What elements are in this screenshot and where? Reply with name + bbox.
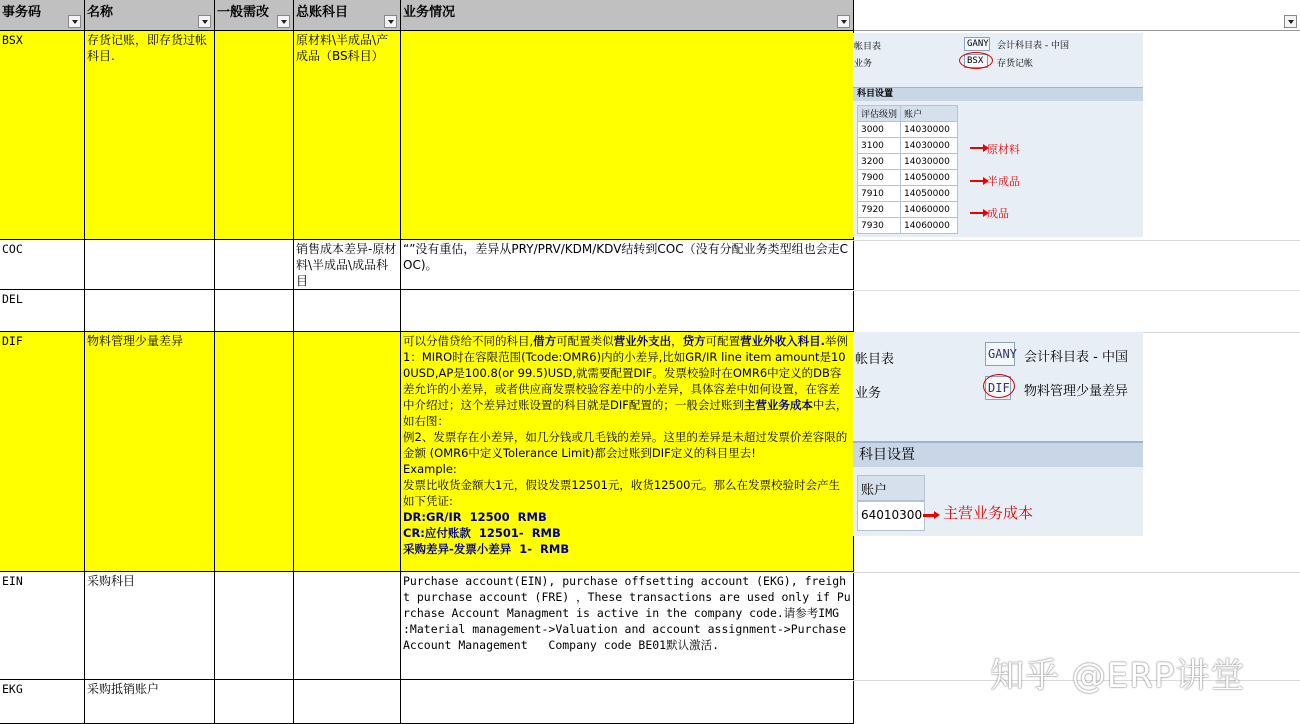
sap-screenshot-dif [853, 332, 1143, 536]
filter-dropdown-icon[interactable] [198, 15, 211, 28]
annotation-finished: 成品 [987, 207, 1009, 220]
cell-code[interactable]: EKG [0, 680, 85, 724]
desc-text: Example: [403, 462, 457, 476]
cell-name[interactable]: 采购科目 [85, 572, 215, 680]
grid-row: 7920 14060000 [858, 202, 958, 218]
grid-row: 7900 14050000 [858, 170, 958, 186]
cell-name[interactable]: 采购抵销账户 [85, 680, 215, 724]
cell-gl[interactable]: 销售成本差异-原材料\半成品\成品科目 [294, 240, 401, 290]
account-settings-section: 科目设置 [853, 441, 1143, 467]
cell-desc[interactable]: Purchase account(EIN), purchase offsetting account (EKG), freight purchase account (FRE) ，These transactions are used only if Purchase Account Managment is active in the company code.请参考IMG :Material management->Valuation and account assignment->Purchase Account Management Company code BE01默认激活. [401, 572, 854, 680]
cell-change[interactable] [215, 290, 294, 332]
transaction-field: DIF [985, 376, 1011, 400]
cell-desc[interactable] [401, 31, 854, 240]
filter-dropdown-icon[interactable] [1284, 15, 1297, 28]
desc-debit-line: DR:GR/IR 12500 RMB [403, 510, 547, 524]
header-change-label: 一般需改 [217, 5, 270, 20]
cell-desc[interactable] [401, 332, 854, 572]
header-code [0, 0, 85, 31]
grid-cell-account: 64010300 [857, 501, 925, 531]
filter-dropdown-icon[interactable] [68, 15, 81, 28]
desc-bold-text: 营业外支出 [613, 334, 672, 348]
cell-gl[interactable] [294, 572, 401, 680]
filter-dropdown-icon[interactable] [837, 15, 850, 28]
header-desc [401, 0, 854, 31]
desc-credit-line: CR:应付账款 12501- RMB [403, 526, 561, 540]
cell-code[interactable]: BSX [0, 31, 85, 240]
gridline [853, 240, 1300, 241]
red-arrow-icon [970, 212, 984, 214]
cell-name[interactable]: 物料管理少量差异 [85, 332, 215, 572]
cell-gl[interactable]: 原材料\半成品\产成品（BS科目） [294, 31, 401, 240]
red-arrow-icon [970, 180, 984, 182]
desc-text: 可配置 [705, 334, 741, 348]
cell-name[interactable]: 存货记账，即存货过帐科目. [85, 31, 215, 240]
header-extra [854, 0, 1300, 31]
annotation-main-cost: 主营业务成本 [943, 504, 1034, 522]
cell-name[interactable] [85, 240, 215, 290]
grid-row: 3000 14030000 [858, 122, 958, 138]
desc-text: 发票比收货金额大1元，假设发票12501元，收货12500元。那么在发票校验时会产生如下凭证: [403, 478, 840, 508]
cell-code[interactable]: DEL [0, 290, 85, 332]
desc-bold-text: 主营业务成本 [743, 398, 813, 412]
cell-gl[interactable] [294, 290, 401, 332]
gridline [853, 572, 1300, 573]
desc-text: ， [671, 334, 683, 348]
filter-dropdown-icon[interactable] [277, 15, 290, 28]
cell-change[interactable] [215, 240, 294, 290]
transaction-label: 业务 [855, 386, 882, 401]
filter-dropdown-icon[interactable] [384, 15, 397, 28]
cell-code[interactable]: EIN [0, 572, 85, 680]
cell-change[interactable] [215, 680, 294, 724]
highlight-oval [983, 374, 1015, 398]
desc-text: 可配置类似 [556, 334, 614, 348]
header-name-label: 名称 [87, 5, 114, 20]
desc-bold-text: 营业外收入科目. [740, 334, 826, 348]
sap-screenshot-bsx [853, 33, 1143, 237]
cell-gl[interactable] [294, 332, 401, 572]
annotation-raw-material: 原材料 [987, 143, 1020, 156]
account-settings-section: 科目设置 [853, 87, 1143, 101]
grid-row: 7930 14060000 [858, 218, 958, 234]
desc-text: 举例1：MIRO时在容限范围(Tcode:OMR6)内的小差异,比如GR/IR line item amount是100USD,AP是100.8(or 99.5)USD,就需要配置DIF。发票校验时在OMR6中定义的DB容差允许的小差异，或者供应商发票校验容差中的小差异，具体容差中如何设置，在容差中介绍过；这个差异过账设置的科目就是DIF配置的；一般会过账到 [403, 334, 849, 412]
header-gl-label: 总账科目 [296, 5, 349, 20]
chart-of-accounts-name: 会计科目表 - 中国 [1024, 350, 1128, 365]
transaction-label: 业务 [854, 59, 873, 69]
cell-desc[interactable]: “”没有重估，差异从PRY/PRV/KDM/KDV结转到COC（没有分配业务类型组也会走COC)。 [401, 240, 854, 290]
desc-text: 例2、发票存在小差异，如几分钱或几毛钱的差异。这里的差异是未超过发票价差容限的金额 (OMR6中定义Tolerance Limit)都会过账到DIF定义的科目里去! [403, 430, 848, 460]
transaction-name: 物料管理少量差异 [1024, 384, 1129, 399]
cell-desc[interactable] [401, 680, 854, 724]
transaction-name: 存货记帐 [997, 59, 1034, 69]
account-grid [857, 105, 958, 234]
red-arrow-icon [970, 147, 984, 149]
annotation-semi-finished: 半成品 [987, 175, 1020, 188]
grid-col-valuation: 评估级别 [858, 106, 901, 122]
desc-bold-text: 贷方 [682, 334, 706, 348]
red-arrow-icon [923, 514, 935, 517]
cell-change[interactable] [215, 332, 294, 572]
cell-code[interactable]: COC [0, 240, 85, 290]
grid-row: 3100 14030000 [858, 138, 958, 154]
desc-bold-text: 借方 [533, 334, 557, 348]
grid-col-account: 账户 [901, 106, 958, 122]
header-change [215, 0, 294, 31]
chart-of-accounts-label: 帐目表 [855, 352, 895, 367]
gridline [853, 290, 1300, 291]
cell-desc[interactable] [401, 290, 854, 332]
cell-code[interactable]: DIF [0, 332, 85, 572]
chart-of-accounts-name: 会计科目表 - 中国 [997, 41, 1069, 51]
chart-of-accounts-field: GANY [985, 342, 1015, 366]
desc-variance-line: 采购差异-发票小差异 1- RMB [403, 542, 570, 556]
chart-of-accounts-field: GANY [964, 37, 990, 51]
header-desc-label: 业务情况 [403, 5, 456, 20]
cell-gl[interactable] [294, 680, 401, 724]
chart-of-accounts-label: 帐目表 [854, 42, 882, 52]
highlight-oval [959, 52, 993, 69]
desc-text: 中去，如右图： [403, 398, 848, 428]
watermark: 知乎 @ERP讲堂 [990, 656, 1246, 696]
header-name [85, 0, 215, 31]
grid-col-account: 账户 [857, 475, 925, 501]
header-gl [294, 0, 401, 31]
cell-name[interactable] [85, 290, 215, 332]
grid-row: 7910 14050000 [858, 186, 958, 202]
grid-row: 3200 14030000 [858, 154, 958, 170]
cell-change[interactable] [215, 31, 294, 240]
transaction-field: BSX [964, 54, 988, 68]
cell-change[interactable] [215, 572, 294, 680]
header-code-label: 事务码 [2, 5, 42, 20]
desc-text: 可以分借贷给不同的科目, [403, 334, 534, 348]
